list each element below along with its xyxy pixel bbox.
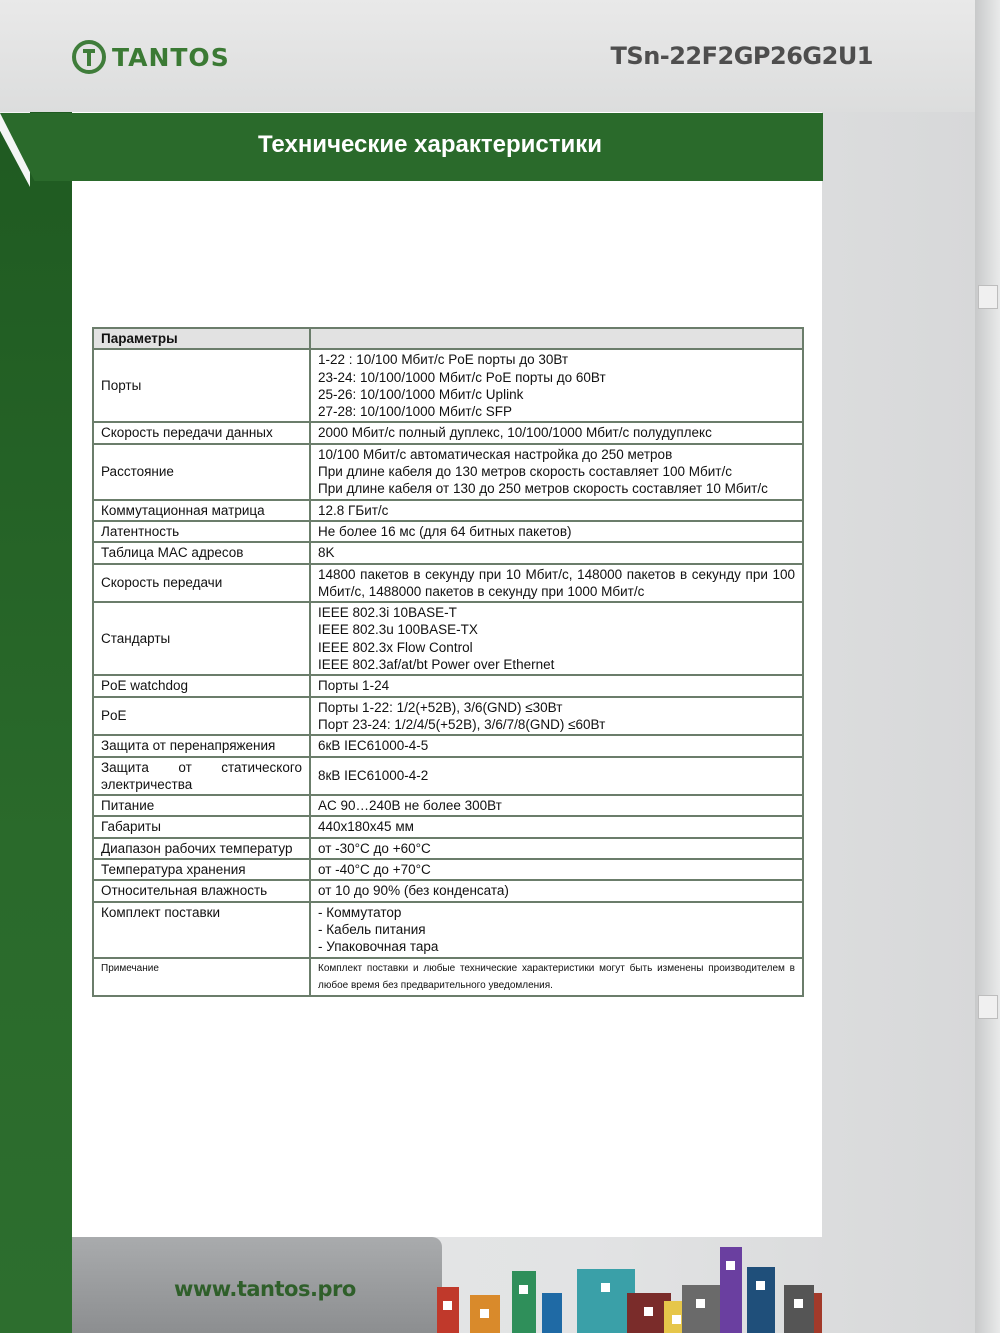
value-cell: [310, 500, 803, 521]
building-window: [601, 1283, 610, 1292]
value-cell: [310, 521, 803, 542]
param-label: Защита от перенапряжения: [101, 738, 276, 754]
param-label: Коммутационная матрица: [101, 502, 265, 518]
param-cell: [93, 521, 310, 542]
building-shape: [470, 1295, 500, 1333]
value-line: Порты 1-22: 1/2(+52В), 3/6(GND) ≤30Вт: [318, 699, 563, 715]
param-label: Габариты: [101, 819, 161, 835]
param-label: Порты: [101, 378, 142, 394]
table-row: [93, 349, 803, 422]
page-edge-strip: [975, 0, 1000, 1333]
table-row: [93, 757, 803, 796]
brand-logo: [72, 40, 230, 74]
param-label: Латентность: [101, 523, 180, 539]
table-row: [93, 697, 803, 736]
table-row: [93, 602, 803, 675]
value-line: 10/100 Мбит/с автоматическая настройка до 250 метров: [318, 446, 673, 462]
param-label: Температура хранения: [101, 862, 246, 878]
value-line: Не более 16 мс (для 64 битных пакетов): [318, 523, 572, 539]
building-shape: [747, 1267, 775, 1333]
table-row: [93, 500, 803, 521]
table-row: [93, 859, 803, 880]
building-shape: [814, 1293, 822, 1333]
param-cell: [93, 444, 310, 500]
param-cell: [93, 816, 310, 837]
page-header: [0, 0, 975, 112]
building-shape: [720, 1247, 742, 1333]
edge-tab: [978, 285, 998, 309]
param-label: Скорость передачи: [101, 575, 223, 591]
param-label: Относительная влажность: [101, 883, 268, 899]
value-line: - Коммутатор: [318, 904, 402, 920]
param-cell: [93, 757, 310, 796]
param-label: Таблица MAC адресов: [101, 545, 244, 561]
building-shape: [542, 1293, 562, 1333]
value-line: IEEE 802.3af/at/bt Power over Ethernet: [318, 657, 555, 673]
value-line: 8K: [318, 545, 335, 561]
value-cell: [310, 902, 803, 958]
param-cell: [93, 422, 310, 443]
value-cell: [310, 349, 803, 422]
value-line: от -30°C до +60°C: [318, 840, 431, 856]
title-bar: [35, 113, 823, 181]
note-label-cell: [93, 958, 310, 997]
value-line: 27-28: 10/100/1000 Мбит/с SFP: [318, 404, 513, 420]
building-window: [519, 1285, 528, 1294]
value-line: 2000 Мбит/с полный дуплекс, 10/100/1000 Мбит/с полудуплекс: [318, 425, 712, 441]
value-cell: [310, 697, 803, 736]
value-line: 25-26: 10/100/1000 Мбит/с Uplink: [318, 386, 524, 402]
param-cell: [93, 542, 310, 563]
param-label: PoE watchdog: [101, 678, 189, 694]
value-cell: [310, 795, 803, 816]
param-cell: [93, 500, 310, 521]
edge-tab: [978, 995, 998, 1019]
value-cell: [310, 564, 803, 603]
value-line: 1-22 : 10/100 Мбит/с PoE порты до 30Вт: [318, 352, 569, 368]
brand-name: TANTOS: [112, 42, 230, 72]
value-line: IEEE 802.3i 10BASE-T: [318, 605, 457, 621]
table-row: [93, 816, 803, 837]
value-cell: [310, 735, 803, 756]
page-footer: [72, 1237, 822, 1333]
building-shape: [512, 1271, 536, 1333]
table-row: [93, 675, 803, 696]
page-title: Технические характеристики: [257, 131, 603, 158]
note-text: Комплект поставки и любые технические характеристики могут быть изменены производителем в любое время без предварительного уведомления.: [318, 962, 795, 991]
param-cell: [93, 602, 310, 675]
table-row-note: [93, 958, 803, 997]
building-window: [726, 1261, 735, 1270]
building-window: [794, 1299, 803, 1308]
specs-table: [92, 327, 804, 997]
value-text: 14800 пакетов в секунду при 10 Мбит/с, 148000 пакетов в секунду при 100 Мбит/с, 1488000 пакетов в секунду при 1000 Мбит/с: [318, 566, 795, 599]
value-line: - Кабель питания: [318, 921, 426, 937]
param-label: PoE: [101, 708, 127, 724]
value-line: При длине кабеля до 130 метров скорость составляет 100 Мбит/с: [318, 464, 732, 480]
table-row: [93, 902, 803, 958]
building-window: [672, 1315, 681, 1324]
table-row: [93, 838, 803, 859]
value-line: 6кВ IEC61000-4-5: [318, 738, 429, 754]
table-row: [93, 542, 803, 563]
value-line: от -40°C до +70°C: [318, 862, 431, 878]
value-line: IEEE 802.3x Flow Control: [318, 639, 473, 655]
header-cell-values: [310, 328, 803, 349]
param-label: Защита от статического электричества: [101, 759, 302, 792]
table-row: [93, 444, 803, 500]
value-cell: [310, 422, 803, 443]
table-row: [93, 880, 803, 901]
param-cell: [93, 675, 310, 696]
table-row: [93, 521, 803, 542]
value-cell: [310, 838, 803, 859]
value-cell: [310, 602, 803, 675]
value-cell: [310, 675, 803, 696]
building-shape: [437, 1287, 459, 1333]
model-number: TSn-22F2GP26G2U1: [610, 42, 873, 70]
value-line: от 10 до 90% (без конденсата): [318, 883, 509, 899]
param-label: Диапазон рабочих температур: [101, 840, 293, 856]
param-cell: [93, 859, 310, 880]
table-row: [93, 564, 803, 603]
param-cell: [93, 902, 310, 958]
table-header-row: [93, 328, 803, 349]
param-cell: [93, 349, 310, 422]
param-cell: [93, 735, 310, 756]
value-line: AC 90…240В не более 300Вт: [318, 798, 502, 814]
value-cell: [310, 444, 803, 500]
value-line: 23-24: 10/100/1000 Мбит/с PoE порты до 60Вт: [318, 369, 606, 385]
value-line: 12.8 ГБит/с: [318, 502, 389, 518]
param-label: Расстояние: [101, 464, 174, 480]
param-cell: [93, 697, 310, 736]
param-label: Стандарты: [101, 631, 171, 647]
value-cell: [310, 880, 803, 901]
value-cell: [310, 542, 803, 563]
value-line: 8кВ IEC61000-4-2: [318, 768, 429, 784]
param-cell: [93, 795, 310, 816]
tantos-logo-icon: [72, 40, 106, 74]
header-cell-params: Параметры: [93, 328, 310, 349]
building-window: [480, 1309, 489, 1318]
building-shape: [682, 1285, 720, 1333]
left-green-band: [0, 112, 72, 1333]
param-label: Питание: [101, 798, 155, 814]
building-window: [443, 1301, 452, 1310]
building-window: [696, 1299, 705, 1308]
param-cell: [93, 564, 310, 603]
building-window: [756, 1281, 765, 1290]
param-label: Комплект поставки: [101, 904, 221, 920]
value-line: 440x180x45 мм: [318, 819, 414, 835]
value-line: IEEE 802.3u 100BASE-TX: [318, 622, 478, 638]
value-cell: [310, 859, 803, 880]
table-row: [93, 795, 803, 816]
value-line: Порты 1-24: [318, 678, 390, 694]
building-window: [644, 1307, 653, 1316]
param-cell: [93, 880, 310, 901]
value-cell: [310, 816, 803, 837]
building-shape: [784, 1285, 814, 1333]
table-row: [93, 735, 803, 756]
footer-website: www.tantos.pro: [174, 1277, 356, 1301]
value-line: Порт 23-24: 1/2/4/5(+52В), 3/6/7/8(GND) ≤60Вт: [318, 716, 606, 732]
note-text-cell: [310, 958, 803, 997]
table-row: [93, 422, 803, 443]
param-label: Скорость передачи данных: [101, 425, 273, 441]
param-cell: [93, 838, 310, 859]
value-cell: [310, 757, 803, 796]
value-line: При длине кабеля от 130 до 250 метров скорость составляет 10 Мбит/с: [318, 481, 768, 497]
note-label: Примечание: [101, 962, 159, 974]
value-line: - Упаковочная тара: [318, 939, 439, 955]
